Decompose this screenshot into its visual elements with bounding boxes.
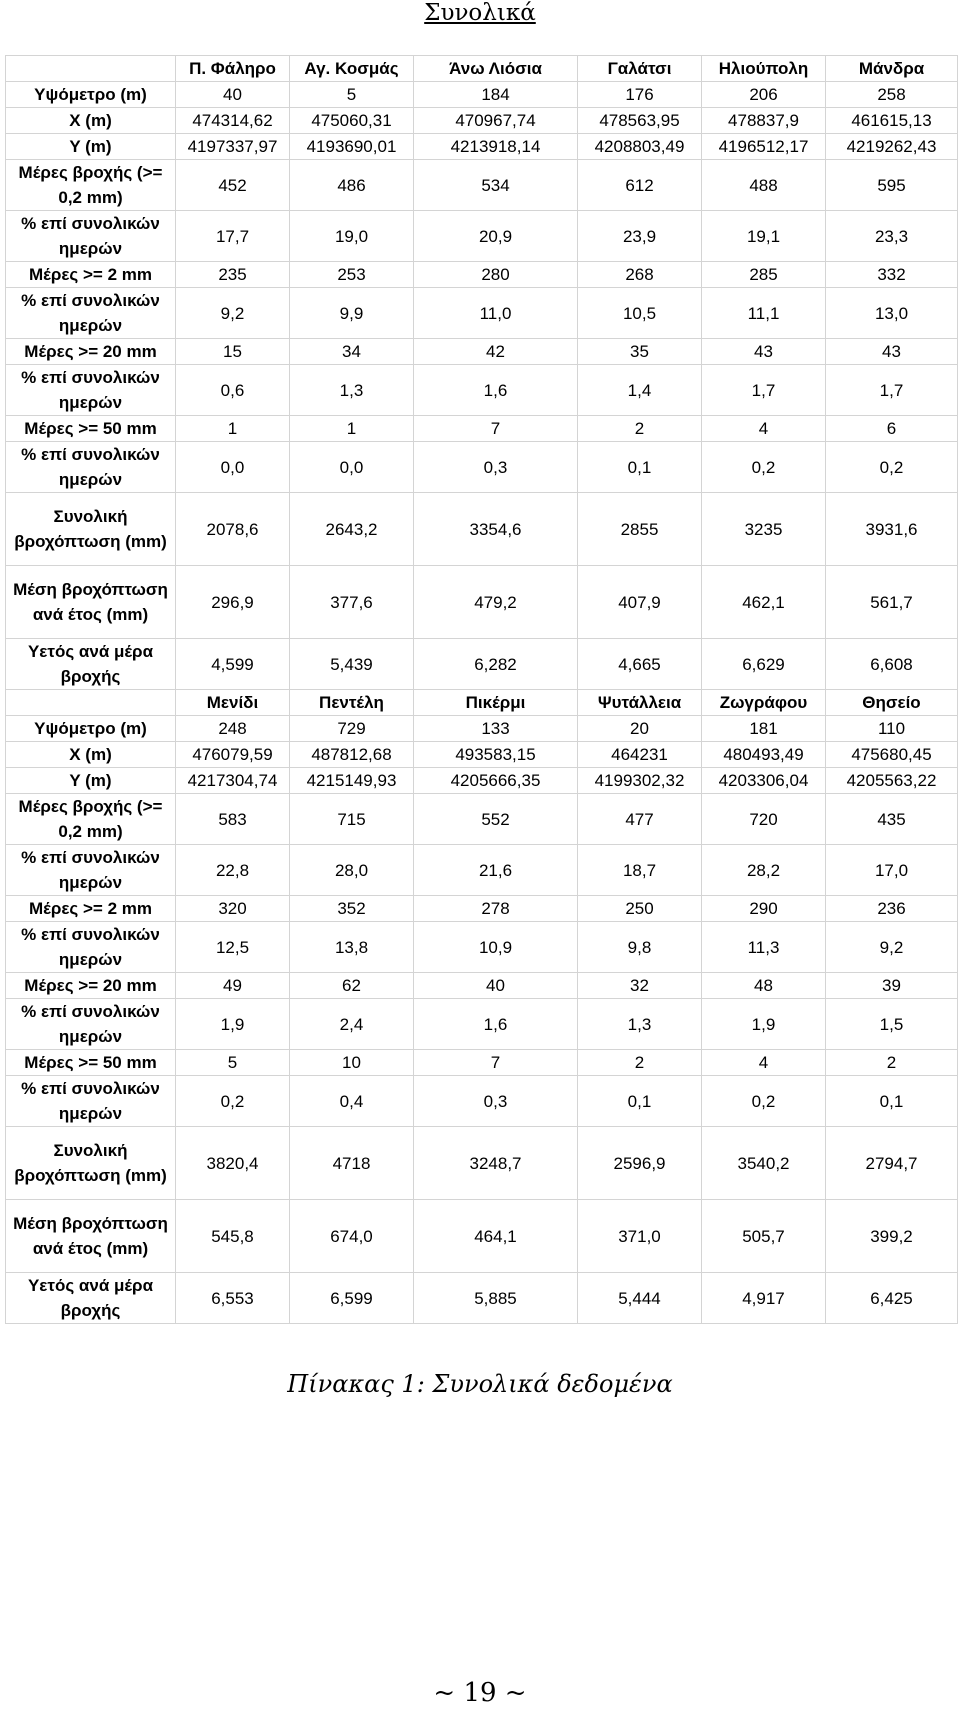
table-cell: 478837,9: [702, 108, 826, 134]
page-title: Συνολικά: [424, 0, 536, 26]
table-cell: 253: [290, 262, 414, 288]
table-cell: 9,2: [176, 288, 290, 339]
table-row: [6, 999, 958, 1050]
table-cell: 464,1: [414, 1200, 578, 1273]
table-cell: 110: [826, 716, 958, 742]
table-cell: 9,8: [578, 922, 702, 973]
table-cell: 4718: [290, 1127, 414, 1200]
row-label: Συνολική βροχόπτωση (mm): [6, 1127, 176, 1200]
table-cell: 0,1: [826, 1076, 958, 1127]
table-cell: 11,3: [702, 922, 826, 973]
table-cell: 285: [702, 262, 826, 288]
rainfall-table: [5, 55, 958, 1324]
station-header: Μενίδι: [176, 690, 290, 716]
table-cell: 478563,95: [578, 108, 702, 134]
table-cell: 49: [176, 973, 290, 999]
table-cell: 4,917: [702, 1273, 826, 1324]
table-cell: 399,2: [826, 1200, 958, 1273]
table-cell: 480493,49: [702, 742, 826, 768]
table-cell: 10,5: [578, 288, 702, 339]
table-cell: 6,553: [176, 1273, 290, 1324]
table-cell: 10,9: [414, 922, 578, 973]
table-cell: 34: [290, 339, 414, 365]
table-cell: 11,0: [414, 288, 578, 339]
table-cell: 0,2: [176, 1076, 290, 1127]
table-cell: 184: [414, 82, 578, 108]
table-cell: 0,0: [176, 442, 290, 493]
table-cell: 2794,7: [826, 1127, 958, 1200]
table-cell: 488: [702, 160, 826, 211]
table-cell: 1,7: [826, 365, 958, 416]
station-header: Θησείο: [826, 690, 958, 716]
row-label: Μέρες >= 20 mm: [6, 973, 176, 999]
table-cell: 4208803,49: [578, 134, 702, 160]
table-cell: 377,6: [290, 566, 414, 639]
table-cell: 1,4: [578, 365, 702, 416]
table-cell: 3248,7: [414, 1127, 578, 1200]
table-cell: 1: [290, 416, 414, 442]
table-cell: 15: [176, 339, 290, 365]
table-cell: 17,0: [826, 845, 958, 896]
station-header: Πεντέλη: [290, 690, 414, 716]
table-cell: 674,0: [290, 1200, 414, 1273]
table-cell: 462,1: [702, 566, 826, 639]
table-cell: 0,1: [578, 442, 702, 493]
row-label: Μέρες βροχής (>= 0,2 mm): [6, 160, 176, 211]
table-row: [6, 716, 958, 742]
station-header: Πικέρμι: [414, 690, 578, 716]
table-cell: 5,444: [578, 1273, 702, 1324]
station-header: Ψυτάλλεια: [578, 690, 702, 716]
table-cell: 9,2: [826, 922, 958, 973]
table-cell: 487812,68: [290, 742, 414, 768]
table-cell: 461615,13: [826, 108, 958, 134]
header-corner-cell: [6, 56, 176, 82]
table-cell: 1,3: [290, 365, 414, 416]
table-row: [6, 134, 958, 160]
table-cell: 332: [826, 262, 958, 288]
table-cell: 3931,6: [826, 493, 958, 566]
table-cell: 20,9: [414, 211, 578, 262]
table-row: [6, 82, 958, 108]
table-cell: 2: [578, 1050, 702, 1076]
table-cell: 39: [826, 973, 958, 999]
table-cell: 236: [826, 896, 958, 922]
row-label: % επί συνολικών ημερών: [6, 845, 176, 896]
row-label: Μέρες >= 50 mm: [6, 1050, 176, 1076]
table-row: [6, 794, 958, 845]
table-cell: 12,5: [176, 922, 290, 973]
table-cell: 4199302,32: [578, 768, 702, 794]
table-cell: 35: [578, 339, 702, 365]
station-header: Ζωγράφου: [702, 690, 826, 716]
table-row: [6, 493, 958, 566]
table-cell: 477: [578, 794, 702, 845]
table-cell: 352: [290, 896, 414, 922]
table-row: [6, 262, 958, 288]
page-number: ~ 19 ~: [433, 1678, 527, 1708]
table-cell: 268: [578, 262, 702, 288]
table-cell: 278: [414, 896, 578, 922]
station-header: Π. Φάληρο: [176, 56, 290, 82]
table-cell: 320: [176, 896, 290, 922]
table-cell: 1,9: [176, 999, 290, 1050]
table-cell: 561,7: [826, 566, 958, 639]
table-cell: 28,0: [290, 845, 414, 896]
table-cell: 4205563,22: [826, 768, 958, 794]
table-cell: 0,2: [702, 1076, 826, 1127]
table-cell: 2: [578, 416, 702, 442]
station-header: Άνω Λιόσια: [414, 56, 578, 82]
table-cell: 5: [176, 1050, 290, 1076]
table-cell: 4: [702, 416, 826, 442]
table-row: [6, 1273, 958, 1324]
table-row: [6, 1127, 958, 1200]
table-cell: 40: [176, 82, 290, 108]
table-cell: 248: [176, 716, 290, 742]
table-cell: 7: [414, 416, 578, 442]
table-caption: Πίνακας 1: Συνολικά δεδομένα: [287, 1370, 673, 1398]
table-row: [6, 845, 958, 896]
table-cell: 720: [702, 794, 826, 845]
table-row: [6, 211, 958, 262]
table-row: [6, 768, 958, 794]
table-cell: 475060,31: [290, 108, 414, 134]
table-cell: 474314,62: [176, 108, 290, 134]
table-cell: 133: [414, 716, 578, 742]
row-label: % επί συνολικών ημερών: [6, 999, 176, 1050]
header-corner-cell: [6, 690, 176, 716]
table-cell: 4203306,04: [702, 768, 826, 794]
table-cell: 290: [702, 896, 826, 922]
table-cell: 181: [702, 716, 826, 742]
table-cell: 407,9: [578, 566, 702, 639]
table-cell: 505,7: [702, 1200, 826, 1273]
table-cell: 4217304,74: [176, 768, 290, 794]
table-cell: 0,0: [290, 442, 414, 493]
table-cell: 19,0: [290, 211, 414, 262]
table-cell: 464231: [578, 742, 702, 768]
table-cell: 612: [578, 160, 702, 211]
table-cell: 1,9: [702, 999, 826, 1050]
row-label: Y (m): [6, 134, 176, 160]
table-cell: 235: [176, 262, 290, 288]
table-cell: 2,4: [290, 999, 414, 1050]
table-cell: 2643,2: [290, 493, 414, 566]
table-cell: 19,1: [702, 211, 826, 262]
row-label: Υετός ανά μέρα βροχής: [6, 639, 176, 690]
table-cell: 4213918,14: [414, 134, 578, 160]
table-cell: 20: [578, 716, 702, 742]
table-row: [6, 639, 958, 690]
table-cell: 493583,15: [414, 742, 578, 768]
table-cell: 5,885: [414, 1273, 578, 1324]
station-header: Αγ. Κοσμάς: [290, 56, 414, 82]
row-label: % επί συνολικών ημερών: [6, 922, 176, 973]
table-cell: 22,8: [176, 845, 290, 896]
table-cell: 11,1: [702, 288, 826, 339]
table-cell: 0,6: [176, 365, 290, 416]
table-cell: 2596,9: [578, 1127, 702, 1200]
table-cell: 250: [578, 896, 702, 922]
table-cell: 470967,74: [414, 108, 578, 134]
table-cell: 4193690,01: [290, 134, 414, 160]
table-cell: 4: [702, 1050, 826, 1076]
table-cell: 475680,45: [826, 742, 958, 768]
table-cell: 1,3: [578, 999, 702, 1050]
station-header: Μάνδρα: [826, 56, 958, 82]
table-row: [6, 922, 958, 973]
station-header: Γαλάτσι: [578, 56, 702, 82]
station-header: Ηλιούπολη: [702, 56, 826, 82]
table-cell: 1,7: [702, 365, 826, 416]
table-cell: 17,7: [176, 211, 290, 262]
table-cell: 3540,2: [702, 1127, 826, 1200]
table-cell: 48: [702, 973, 826, 999]
table-cell: 486: [290, 160, 414, 211]
table-cell: 296,9: [176, 566, 290, 639]
table-cell: 43: [826, 339, 958, 365]
table-cell: 258: [826, 82, 958, 108]
table-row: [6, 160, 958, 211]
table-cell: 1: [176, 416, 290, 442]
table-cell: 10: [290, 1050, 414, 1076]
row-label: Υψόμετρο (m): [6, 82, 176, 108]
table-row: [6, 365, 958, 416]
table-row: [6, 973, 958, 999]
table-cell: 1,6: [414, 365, 578, 416]
table-cell: 476079,59: [176, 742, 290, 768]
table-row: [6, 1200, 958, 1273]
table-cell: 6,282: [414, 639, 578, 690]
row-label: Μέρες >= 2 mm: [6, 262, 176, 288]
table-row: [6, 1050, 958, 1076]
table-row: [6, 442, 958, 493]
row-label: Συνολική βροχόπτωση (mm): [6, 493, 176, 566]
row-label: % επί συνολικών ημερών: [6, 1076, 176, 1127]
table-header-row: [6, 690, 958, 716]
table-cell: 2078,6: [176, 493, 290, 566]
table-cell: 3354,6: [414, 493, 578, 566]
table-cell: 9,9: [290, 288, 414, 339]
table-cell: 4,599: [176, 639, 290, 690]
row-label: Υψόμετρο (m): [6, 716, 176, 742]
row-label: % επί συνολικών ημερών: [6, 288, 176, 339]
table-header-row: [6, 56, 958, 82]
table-cell: 13,8: [290, 922, 414, 973]
table-cell: 4219262,43: [826, 134, 958, 160]
row-label: Μέση βροχόπτωση ανά έτος (mm): [6, 1200, 176, 1273]
row-label: % επί συνολικών ημερών: [6, 211, 176, 262]
table-cell: 1,6: [414, 999, 578, 1050]
table-cell: 3820,4: [176, 1127, 290, 1200]
table-cell: 552: [414, 794, 578, 845]
table-cell: 0,1: [578, 1076, 702, 1127]
table-row: [6, 288, 958, 339]
row-label: Μέρες βροχής (>= 0,2 mm): [6, 794, 176, 845]
table-cell: 6,608: [826, 639, 958, 690]
row-label: X (m): [6, 742, 176, 768]
table-cell: 7: [414, 1050, 578, 1076]
table-cell: 0,3: [414, 442, 578, 493]
table-cell: 13,0: [826, 288, 958, 339]
table-cell: 595: [826, 160, 958, 211]
table-cell: 1,5: [826, 999, 958, 1050]
table-cell: 21,6: [414, 845, 578, 896]
table-cell: 62: [290, 973, 414, 999]
table-row: [6, 108, 958, 134]
table-cell: 18,7: [578, 845, 702, 896]
table-cell: 452: [176, 160, 290, 211]
table-row: [6, 416, 958, 442]
table-cell: 0,3: [414, 1076, 578, 1127]
table-row: [6, 566, 958, 639]
table-cell: 5,439: [290, 639, 414, 690]
table-cell: 4197337,97: [176, 134, 290, 160]
table-cell: 583: [176, 794, 290, 845]
row-label: Μέρες >= 2 mm: [6, 896, 176, 922]
row-label: Μέση βροχόπτωση ανά έτος (mm): [6, 566, 176, 639]
table-cell: 6,599: [290, 1273, 414, 1324]
table-cell: 28,2: [702, 845, 826, 896]
table-row: [6, 896, 958, 922]
row-label: Y (m): [6, 768, 176, 794]
table-cell: 479,2: [414, 566, 578, 639]
table-cell: 0,2: [702, 442, 826, 493]
table-cell: 715: [290, 794, 414, 845]
row-label: X (m): [6, 108, 176, 134]
table-cell: 280: [414, 262, 578, 288]
table-row: [6, 339, 958, 365]
table-cell: 0,4: [290, 1076, 414, 1127]
table-cell: 2: [826, 1050, 958, 1076]
row-label: Υετός ανά μέρα βροχής: [6, 1273, 176, 1324]
table-cell: 4,665: [578, 639, 702, 690]
table-cell: 4205666,35: [414, 768, 578, 794]
table-row: [6, 742, 958, 768]
table-cell: 0,2: [826, 442, 958, 493]
table-cell: 3235: [702, 493, 826, 566]
table-cell: 42: [414, 339, 578, 365]
table-row: [6, 1076, 958, 1127]
table-cell: 6,629: [702, 639, 826, 690]
table-cell: 176: [578, 82, 702, 108]
row-label: Μέρες >= 50 mm: [6, 416, 176, 442]
table-cell: 371,0: [578, 1200, 702, 1273]
table-cell: 534: [414, 160, 578, 211]
table-cell: 5: [290, 82, 414, 108]
table-cell: 545,8: [176, 1200, 290, 1273]
table-cell: 40: [414, 973, 578, 999]
table-cell: 2855: [578, 493, 702, 566]
row-label: % επί συνολικών ημερών: [6, 365, 176, 416]
table-cell: 43: [702, 339, 826, 365]
table-cell: 32: [578, 973, 702, 999]
table-cell: 4196512,17: [702, 134, 826, 160]
row-label: % επί συνολικών ημερών: [6, 442, 176, 493]
table-cell: 6: [826, 416, 958, 442]
table-cell: 4215149,93: [290, 768, 414, 794]
row-label: Μέρες >= 20 mm: [6, 339, 176, 365]
table-cell: 435: [826, 794, 958, 845]
table-cell: 6,425: [826, 1273, 958, 1324]
table-cell: 23,9: [578, 211, 702, 262]
table-cell: 206: [702, 82, 826, 108]
table-cell: 23,3: [826, 211, 958, 262]
table-cell: 729: [290, 716, 414, 742]
